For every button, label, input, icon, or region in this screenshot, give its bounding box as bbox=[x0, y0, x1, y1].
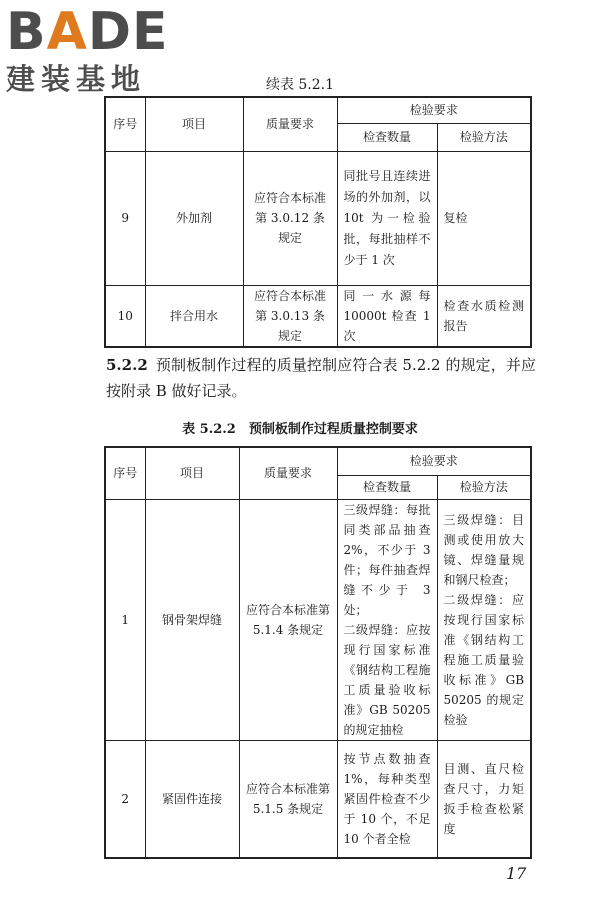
row-number: 10 bbox=[105, 285, 145, 347]
count-grade3: 三级焊缝：每批同类部品抽查 2%，不少于 3 件；每件抽查焊缝不少于 3 处； bbox=[343, 502, 431, 617]
table1-header-no: 序号 bbox=[105, 97, 145, 151]
table1-caption: 续表 5.2.1 bbox=[265, 77, 335, 93]
table1-header-row bbox=[105, 97, 531, 123]
table2-header-row bbox=[105, 447, 531, 475]
method-grade2: 二级焊缝：应按现行国家标准《钢结构工程施工质量验收标准》GB 50205 的规定检验 bbox=[443, 592, 525, 727]
row-item: 钢骨架焊缝 bbox=[145, 499, 239, 740]
row-quality: 应符合本标准第 5.1.4 条规定 bbox=[239, 499, 337, 740]
logo-letter-b: B bbox=[6, 2, 47, 62]
row-count: 同一水源每 10000t 检查 1 次 bbox=[337, 285, 437, 347]
logo-wordmark bbox=[6, 4, 169, 60]
row-number: 2 bbox=[105, 740, 145, 858]
table2-header-item: 项目 bbox=[145, 447, 239, 499]
table2-header-quality: 质量要求 bbox=[239, 447, 337, 499]
table1-header-inspect: 检验要求 bbox=[337, 97, 531, 123]
table-row bbox=[105, 285, 531, 347]
table1-header-quality: 质量要求 bbox=[243, 97, 337, 151]
logo-letters-de: DE bbox=[87, 2, 169, 62]
table-row bbox=[105, 499, 531, 740]
table2-header-inspect: 检验要求 bbox=[337, 447, 531, 475]
table-5-2-2 bbox=[104, 446, 532, 859]
row-quality: 应符合本标准第 3.0.13 条规定 bbox=[243, 285, 337, 347]
table-continued-5-2-1 bbox=[104, 96, 532, 348]
row-item: 紧固件连接 bbox=[145, 740, 239, 858]
row-number: 9 bbox=[105, 151, 145, 285]
logo-letter-a: A bbox=[46, 2, 88, 62]
section-number: 5.2.2 bbox=[106, 356, 148, 374]
row-count bbox=[337, 499, 437, 740]
page-number: 17 bbox=[506, 864, 527, 883]
row-number: 1 bbox=[105, 499, 145, 740]
table2-header-method: 检验方法 bbox=[437, 475, 531, 499]
logo-subtitle: 建装基地 bbox=[6, 62, 147, 96]
row-count: 同批号且连续进场的外加剂，以 10t 为一检验批，每批抽样不少于 1 次 bbox=[337, 151, 437, 285]
row-item: 拌合用水 bbox=[145, 285, 243, 347]
section-5-2-2-paragraph bbox=[106, 352, 536, 404]
section-text: 预制板制作过程的质量控制应符合表 5.2.2 的规定，并应按附录 B 做好记录。 bbox=[106, 356, 536, 400]
table-row bbox=[105, 740, 531, 858]
row-quality: 应符合本标准第 3.0.12 条规定 bbox=[243, 151, 337, 285]
row-item: 外加剂 bbox=[145, 151, 243, 285]
table2-caption: 表 5.2.2 预制板制作过程质量控制要求 bbox=[182, 422, 418, 437]
table-row bbox=[105, 151, 531, 285]
row-quality: 应符合本标准第 5.1.5 条规定 bbox=[239, 740, 337, 858]
table1-header-item: 项目 bbox=[145, 97, 243, 151]
table2-header-count: 检查数量 bbox=[337, 475, 437, 499]
row-method bbox=[437, 499, 531, 740]
table1-header-method: 检验方法 bbox=[437, 123, 531, 151]
method-grade3: 三级焊缝：目测或使用放大镜、焊缝量规和钢尺检查； bbox=[443, 512, 525, 587]
count-grade2: 二级焊缝：应按现行国家标准《钢结构工程施工质量验收标准》GB 50205 的规定抽检 bbox=[343, 622, 431, 737]
table2-header-no: 序号 bbox=[105, 447, 145, 499]
row-count: 按节点数抽查 1%，每种类型紧固件检查不少于 10 个，不足 10 个者全检 bbox=[337, 740, 437, 858]
row-method: 目测、直尺检查尺寸，力矩扳手检查松紧度 bbox=[437, 740, 531, 858]
row-method: 检查水质检测报告 bbox=[437, 285, 531, 347]
row-method: 复检 bbox=[437, 151, 531, 285]
table1-header-count: 检查数量 bbox=[337, 123, 437, 151]
